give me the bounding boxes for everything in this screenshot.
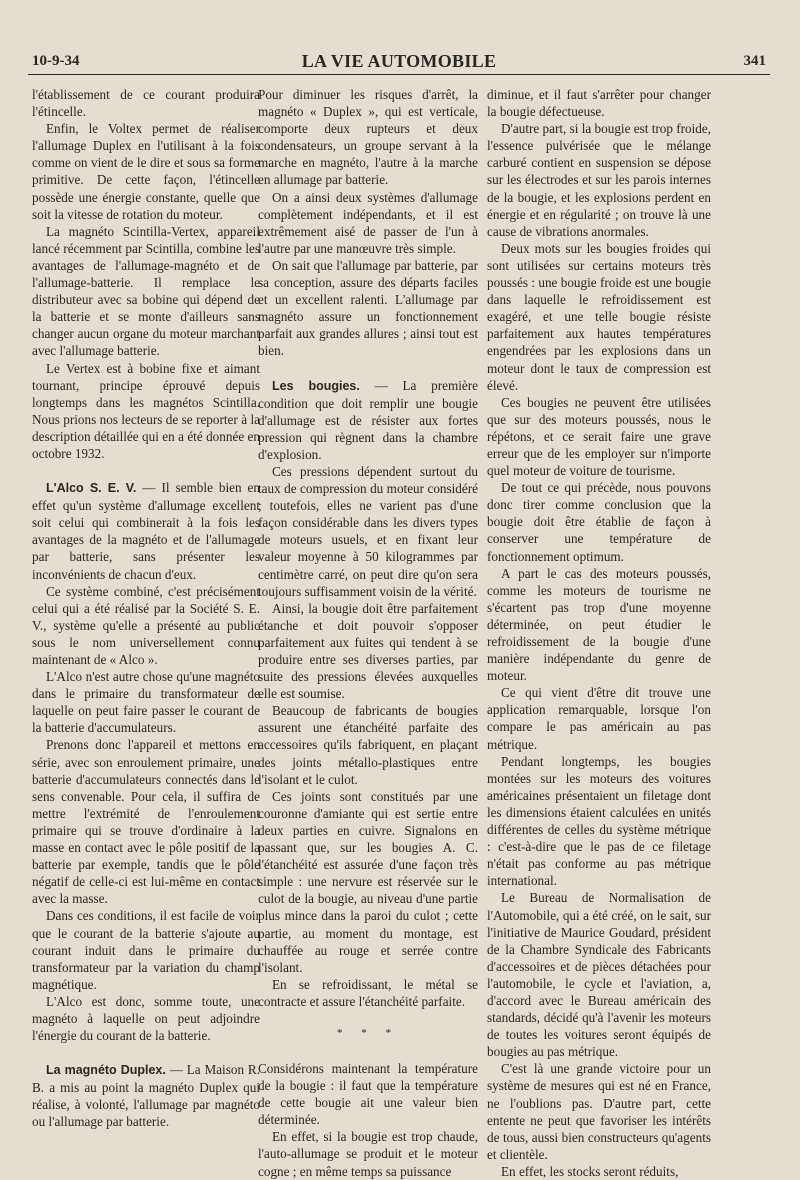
paragraph: L'Alco est donc, somme toute, une magnéto à laquelle on peut adjoindre l'énergie du courant de la batterie. xyxy=(32,993,260,1044)
section-duplex xyxy=(32,1061,260,1130)
paragraph: Ce qui vient d'être dit trouve une application remarquable, lorsque l'on compare le pas américain au pas métrique. xyxy=(487,685,711,752)
paragraph: Ainsi, la bougie doit être parfaitement étanche et doit pouvoir s'opposer parfaitement aux fuites qui tendent à se produire entre ses diverses parties, par suite des pressions élevées auxquelles elle est soumise. xyxy=(258,600,478,702)
paragraph: Pendant longtemps, les bougies montées sur les moteurs des voitures américaines présentaient un filetage dont les dimensions étaient calculées en unités différentes de celles du système métrique : c'est-à-dire que le pas de ce filetage n'était pas conforme au pas métrique international. xyxy=(487,753,711,889)
paragraph-text: — Il semble bien en effet qu'un système d'allumage excellent soit celui qui combinerait à la fois les avantages de la magnéto et de l'allumage par batterie, sans présenter les inconvénients de chacun d'eux. xyxy=(32,480,261,582)
paragraph: D'autre part, si la bougie est trop froide, l'essence pulvérisée que le mélange carburé contient en suspension se dépose sur les électrodes et sur les parois internes de la bougie, et les explosions perdent en énergie et en régularité ; on trouve là une cause de vibrations anormales. xyxy=(487,121,712,239)
paragraph: C'est là une grande victoire pour un système de mesures qui est né en France, ne l'oublions pas. D'autre part, cette entente ne peut que favoriser les intérêts de tous, aussi bien constructeurs qu'agents et clientèle. xyxy=(487,1061,711,1162)
paragraph: En effet, si la bougie est trop chaude, l'auto-allumage se produit et le moteur cogne ; en même temps sa puissance xyxy=(258,1129,478,1179)
section-heading-alco: L'Alco S. E. V. xyxy=(46,481,137,496)
section-separator-stars: * * * xyxy=(337,1026,399,1039)
paragraph: La magnéto Scintilla-Vertex, appareil lancé récemment par Scintilla, combine les avantages de l'allumage-magnéto et de l'allumage-batterie. Il remplace le distributeur avec sa bobine qui dépend de la batterie et se monte d'ailleurs sans changer aucun organe du moteur marchant avec l'allumage batterie. xyxy=(32,223,260,359)
paragraph: Deux mots sur les bougies froides qui sont utilisées sur certains moteurs très poussés : une bougie froide est une bougie dans laquelle le refroidissement est exagéré, et une telle bougie résiste parfaitement aux hautes températures engendrées par les explosions dans un moteur dont le taux de compression est élevé. xyxy=(487,240,711,393)
text-column-2 xyxy=(258,86,478,1180)
paragraph: De tout ce qui précède, nous pouvons donc tirer comme conclusion que la bougie doit être établie de façon à conserver une température de fonctionnement optimum. xyxy=(487,480,711,564)
paragraph: Pour diminuer les risques d'arrêt, la magnéto « Duplex », qui est verticale, comporte deux rupteurs et deux condensateurs, un groupe servant à la marche en magnéto, l'autre à la marche en allumage par batterie. xyxy=(258,87,478,188)
paragraph: Ce système combiné, c'est précisément celui qui a été réalisé par la Société S. E. V., système qu'elle a présenté au public sous le nom universellement connu maintenant de « Alco ». xyxy=(32,583,260,667)
paragraph: Prenons donc l'appareil et mettons en série, avec son enroulement primaire, une batterie d'accumulateurs connectés dans le sens convenable. Pour cela, il suffira de mettre l'extrémité de l'enroulement primaire qui se trouve d'ordinaire à la masse en contact avec le pôle positif de la batterie par exemple, tandis que le pôle négatif de celle-ci est lui-même en contact avec la masse. xyxy=(32,737,260,907)
paragraph: On a ainsi deux systèmes d'allumage complètement indépendants, et il est extrêmement aisé de passer de l'un à l'autre par une manœuvre très simple. xyxy=(258,189,478,256)
paragraph: Le Vertex est à bobine fixe et aimant tournant, principe éprouvé depuis longtemps dans les magnétos Scintilla. Nous prions nos lecteurs de se reporter à la description détaillée qui en a été donnée en octobre 1932. xyxy=(32,360,260,461)
paragraph: A part le cas des moteurs poussés, comme les moteurs de tourisme ne s'écartent pas trop d'une moyenne déterminée, on peut étudier le refroidissement de la bougie d'une manière indépendante du genre de moteur. xyxy=(487,565,711,684)
section-heading-duplex: La magnéto Duplex. xyxy=(46,1063,166,1078)
paragraph: Dans ces conditions, il est facile de voir que le courant de la batterie s'ajoute au courant induit dans le primaire du transformateur par la variation du champ magnétique. xyxy=(32,908,260,992)
paragraph-text: — La première condition que doit remplir une bougie d'allumage est de résister aux fortes pression qui règnent dans la chambre d'explosion. xyxy=(258,377,478,462)
paragraph: diminue, et il faut s'arrêter pour changer la bougie défectueuse. xyxy=(487,87,711,120)
paragraph: Ces bougies ne peuvent être utilisées que sur des moteurs poussés, nous le répétons, et ce serait faire une grave erreur que de les employer sur n'importe quel moteur de voiture de tourisme. xyxy=(487,394,711,479)
paragraph: Beaucoup de fabricants de bougies assurent une étanchéité parfaite des accessoires qu'ils fabriquent, en plaçant des joints métallo-plastiques entre l'isolant et le culot. xyxy=(258,703,478,787)
section-bougies xyxy=(258,377,478,463)
paragraph: Ces pressions dépendent surtout du taux de compression du moteur considéré ; toutefois, elles ne varient pas d'une façon considérable dans les divers types de moteurs usuels, et en fixant leur valeur moyenne à 50 kilogrammes par centimètre carré, on peut dire qu'on sera toujours suffisamment voisin de la vérité. xyxy=(258,463,478,599)
issue-date: 10-9-34 xyxy=(32,53,80,69)
text-column-3 xyxy=(487,86,711,1180)
paragraph: Ces joints sont constitués par une couronne d'amiante qui est sertie entre deux parties en cuivre. Signalons en passant que, sur les bougies A. C. l'étanchéité est assurée d'une façon très simple : une nervure est réservée sur le culot de la bougie, au niveau d'une partie plus mince dans la paroi du culot ; cette partie, au moment du montage, est chauffée au rouge et serrée contre l'isolant. xyxy=(258,788,478,975)
magazine-title: LA VIE AUTOMOBILE xyxy=(301,51,497,71)
paragraph-text: — La Maison R. B. a mis au point la magnéto Duplex qui réalise, à volonté, l'allumage par magnéto ou l'allumage par batterie. xyxy=(32,1062,260,1130)
paragraph: Enfin, le Voltex permet de réaliser l'allumage Duplex en l'utilisant à la fois comme on vient de le dire et sous sa forme primitive. De cette façon, l'étincelle possède une énergie constante, quelle que soit la vitesse de rotation du moteur. xyxy=(32,121,260,222)
section-heading-bougies: Les bougies. xyxy=(272,378,360,393)
paragraph: On sait que l'allumage par batterie, par sa conception, assure des départs faciles et un excellent ralenti. L'allumage par magnéto assure un fonctionnement parfait aux grandes allures ; ainsi tout est bien. xyxy=(258,257,478,359)
paragraph: En effet, les stocks seront réduits, xyxy=(501,1163,679,1179)
paragraph: Le Bureau de Normalisation de l'Automobile, qui a été créé, on le sait, sur l'initiative de Maurice Goudard, président de la Chambre Syndicale des Fabricants d'accessoires et de pièces détachées pour l'automobile, le cycle et l'aviation, a, d'accord avec le Bureau américain des standards, décidé qu'à l'avenir les moteurs de toutes les voitures seront équipés de bougies au pas métrique. xyxy=(487,890,711,1060)
page-header xyxy=(28,50,770,75)
paragraph: L'Alco n'est autre chose qu'une magnéto dans le primaire du transformateur de laquelle on peut faire passer le courant de la batterie d'accumulateurs. xyxy=(32,669,260,736)
paragraph: En se refroidissant, le métal se contracte et assure l'étanchéité parfaite. xyxy=(258,976,478,1009)
text-column-1 xyxy=(32,86,260,1131)
page-number: 341 xyxy=(743,53,766,69)
section-alco xyxy=(32,479,260,583)
paragraph: Considérons maintenant la température de la bougie : il faut que la température de cette bougie ait une valeur bien déterminée. xyxy=(258,1060,478,1128)
paragraph: l'établissement de ce courant produira l'étincelle. xyxy=(32,87,260,120)
